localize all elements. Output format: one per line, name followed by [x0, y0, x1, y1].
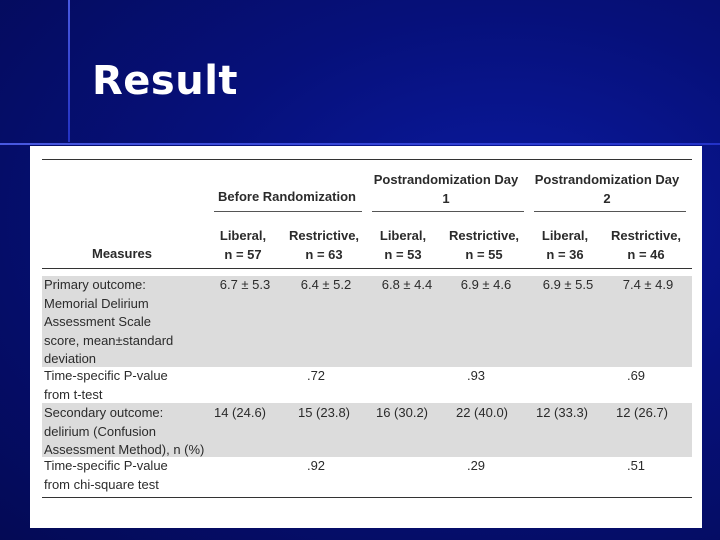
header-bottom-rule: [42, 268, 692, 269]
table-cell: 7.4 ± 4.9: [622, 277, 674, 292]
table-top-rule: [42, 159, 692, 160]
column-header-day2-restrictive: Restrictive, n = 46: [610, 228, 682, 262]
column-header-measures: Measures: [92, 246, 152, 261]
table-cell: 16 (30.2): [375, 405, 429, 420]
table-bottom-rule: [42, 497, 692, 498]
table-cell: 6.9 ± 4.6: [460, 277, 512, 292]
column-header-before-liberal: Liberal, n = 57: [219, 228, 267, 262]
pvalue-cell: .29: [466, 458, 486, 473]
slide-title: Result: [92, 58, 239, 104]
table-cell: 6.4 ± 5.2: [300, 277, 352, 292]
title-divider-horizontal: [0, 143, 720, 145]
pvalue-cell: .93: [466, 368, 486, 383]
pvalue-cell: .51: [626, 458, 646, 473]
table-cell: 12 (33.3): [535, 405, 589, 420]
column-header-day1-liberal: Liberal, n = 53: [379, 228, 427, 262]
group-header-before: Before Randomization: [218, 189, 356, 204]
column-header-day2-liberal: Liberal, n = 36: [541, 228, 589, 262]
row-label-secondary-outcome: Secondary outcome: delirium (Confusion Assessment Method), n (%): [44, 405, 205, 457]
group-rule-before: [214, 211, 362, 212]
row-label-chi-square-pvalue: Time-specific P-value from chi-square test: [44, 458, 168, 492]
table-cell: 6.9 ± 5.5: [542, 277, 594, 292]
group-header-day1: Postrandomization Day 1: [373, 172, 519, 206]
group-header-day2: Postrandomization Day 2: [534, 172, 680, 206]
pvalue-cell: .69: [626, 368, 646, 383]
group-rule-day2: [534, 211, 686, 212]
row-label-t-test-pvalue: Time-specific P-value from t-test: [44, 368, 168, 402]
table-cell: 22 (40.0): [455, 405, 509, 420]
title-divider-vertical: [68, 0, 70, 142]
table-cell: 15 (23.8): [297, 405, 351, 420]
column-header-before-restrictive: Restrictive, n = 63: [288, 228, 360, 262]
table-cell: 6.8 ± 4.4: [381, 277, 433, 292]
row-label-primary-outcome: Primary outcome: Memorial Delirium Assessment Scale score, mean±standard deviation: [44, 277, 174, 366]
column-header-day1-restrictive: Restrictive, n = 55: [448, 228, 520, 262]
table-cell: 12 (26.7): [615, 405, 669, 420]
pvalue-cell: .72: [306, 368, 326, 383]
table-cell: 6.7 ± 5.3: [219, 277, 271, 292]
table-cell: 14 (24.6): [213, 405, 267, 420]
pvalue-cell: .92: [306, 458, 326, 473]
group-rule-day1: [372, 211, 524, 212]
